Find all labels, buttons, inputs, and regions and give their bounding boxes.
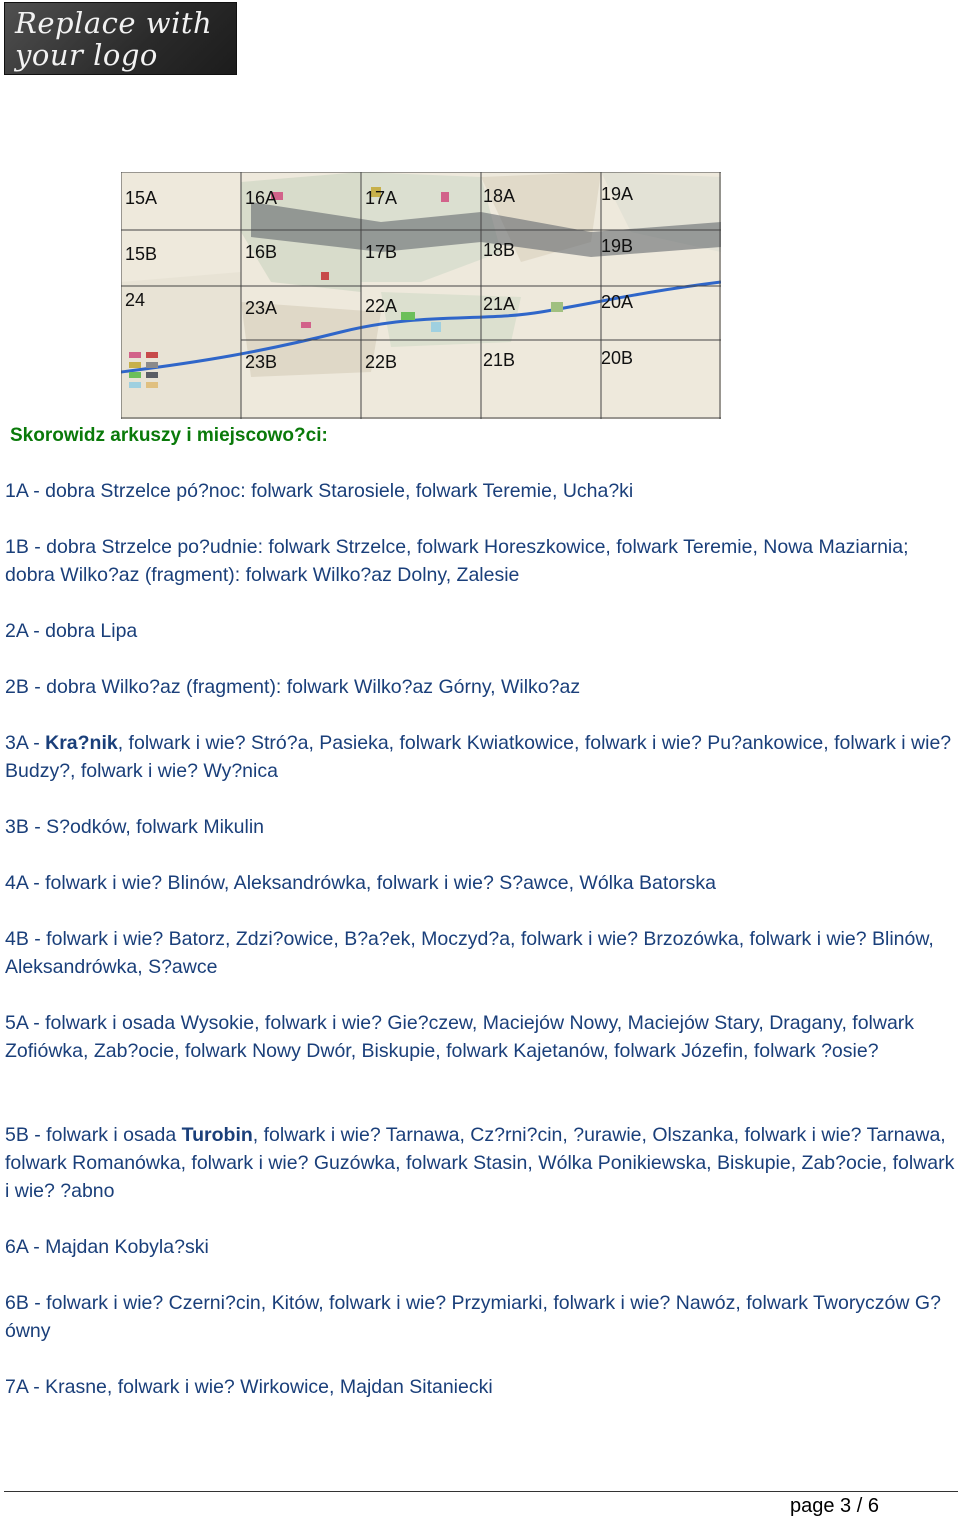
sheet-label: 16B (245, 242, 278, 262)
page-number: page 3 / 6 (790, 1495, 879, 1517)
index-entry: 7A - Krasne, folwark i wie? Wirkowice, Majdan Sitaniecki (5, 1376, 493, 1398)
sheet-label: 22A (365, 296, 398, 316)
index-entry: 3B - S?odków, folwark Mikulin (5, 816, 265, 838)
section-heading: Skorowidz arkuszy i miejscowo?ci: (10, 425, 328, 446)
entry-town: Turobin (181, 1124, 253, 1146)
index-entry: 5A - folwark i osada Wysokie, folwark i wie? Gie?czew, Maciejów Nowy, Maciejów Stary, Dragany, folwark Zofiówka, Zab?ocie, folwark Nowy Dwór, Biskupie, folwark Kajetanów, folwark Józefin, folwark ?osie? (5, 1012, 915, 1062)
sheet-label: 20B (601, 348, 634, 368)
entry-text: , folwark i wie? Stró?a, Pasieka, folwark Kwiatkowice, folwark i wie? Pu?ankowice, folwark i wie? Budzy?, folwark i wie? Wy?nica (5, 732, 952, 782)
sheet-label: 23A (245, 298, 278, 318)
index-entry (5, 729, 955, 785)
sheet-label: 18A (483, 186, 516, 206)
entry-prefix: 3A - (5, 732, 46, 754)
entry-prefix: 5B - folwark i osada (5, 1124, 182, 1146)
sheet-label: 17A (365, 188, 398, 208)
index-entry: 4B - folwark i wie? Batorz, Zdzi?owice, B?a?ek, Moczyd?a, folwark i wie? Brzozówka, folwark i wie? Blinów, Aleksandrówka, S?awce (5, 928, 934, 978)
index-entry: 1B - dobra Strzelce po?udnie: folwark Strzelce, folwark Horeszkowice, folwark Teremie, Nowa Maziarnia; dobra Wilko?az (fragment): folwark Wilko?az Dolny, Zalesie (5, 536, 909, 586)
sheet-label: 17B (365, 242, 398, 262)
entry-text: , folwark i wie? Tarnawa, Cz?rni?cin, ?urawie, Olszanka, folwark i wie? Tarnawa, folwark Romanówka, folwark i wie? Guzówka, folwark Stasin, Wólka Ponikiewska, Biskupie, Zab?ocie, folwark i wie? ?abno (5, 1124, 955, 1202)
index-entry: 4A - folwark i wie? Blinów, Aleksandrówka, folwark i wie? S?awce, Wólka Batorska (5, 872, 716, 894)
sheet-label: 20A (601, 292, 634, 312)
sheet-label: 21B (483, 350, 516, 370)
index-entry (5, 1121, 955, 1205)
sheet-label: 23B (245, 352, 278, 372)
sheet-label: 21A (483, 294, 516, 314)
sheet-label: 19A (601, 184, 634, 204)
sheet-label: 19B (601, 236, 634, 256)
footer-divider (4, 1491, 958, 1492)
entry-town: Kra?nik (45, 732, 118, 754)
sheet-label: 22B (365, 352, 398, 372)
sheet-label: 15B (125, 244, 158, 264)
index-entry: 6A - Majdan Kobyla?ski (5, 1236, 209, 1258)
logo-text: Replace with your logo (15, 6, 213, 72)
sheet-label: 18B (483, 240, 516, 260)
index-entry: 2B - dobra Wilko?az (fragment): folwark Wilko?az Górny, Wilko?az (5, 676, 581, 698)
sheet-label: 16A (245, 188, 278, 208)
index-entry: 2A - dobra Lipa (5, 620, 138, 642)
index-entry: 6B - folwark i wie? Czerni?cin, Kitów, folwark i wie? Przymiarki, folwark i wie? Nawóz, folwark Tworyczów G?ówny (5, 1292, 941, 1342)
sheet-label: 15A (125, 188, 158, 208)
index-entry: 1A - dobra Strzelce pó?noc: folwark Starosiele, folwark Teremie, Ucha?ki (5, 480, 634, 502)
sheet-label: 24 (125, 290, 146, 310)
logo-placeholder (4, 2, 237, 75)
map-sheet-index-image (121, 172, 721, 419)
